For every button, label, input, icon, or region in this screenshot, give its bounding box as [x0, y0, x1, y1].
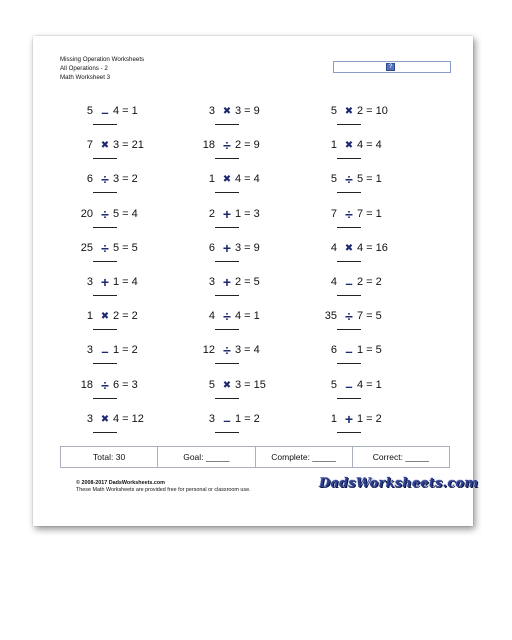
problem-rest: 4 = 1: [357, 378, 382, 391]
problem-item: [305, 207, 415, 237]
problem-first-operand: 7: [330, 207, 337, 220]
problem-item: [183, 343, 293, 373]
answer-line[interactable]: [215, 398, 239, 399]
total-cell: Total: 30: [61, 447, 158, 467]
problem-rest: 4 = 4: [235, 173, 260, 186]
minus-icon: –: [345, 378, 353, 394]
problem-rest: 5 = 1: [357, 173, 382, 186]
problem-item: [305, 241, 415, 271]
problem-item: [183, 138, 293, 168]
answer-line[interactable]: [215, 432, 239, 433]
answer-line[interactable]: [337, 227, 361, 228]
divide-icon: ÷: [101, 171, 109, 188]
problem-grid: [33, 36, 473, 436]
problem-item: [305, 343, 415, 373]
problem-rest: 5 = 5: [113, 241, 138, 254]
problem-first-operand: 4: [330, 276, 337, 288]
problem-item: [305, 172, 415, 202]
multiply-icon: ✖: [344, 140, 354, 152]
problem-item: [61, 343, 171, 373]
problem-rest: 4 = 4: [357, 139, 382, 152]
answer-line[interactable]: [93, 432, 117, 433]
problem-first-operand: 12: [202, 344, 215, 357]
plus-icon: +: [222, 274, 232, 290]
dadsworksheets-logo[interactable]: DadsWorksheets.com: [319, 476, 479, 491]
problem-rest: 3 = 9: [235, 241, 260, 254]
divide-icon: ÷: [345, 171, 353, 188]
multiply-icon: ✖: [344, 242, 354, 254]
problem-first-operand: 18: [80, 378, 93, 391]
answer-line[interactable]: [337, 261, 361, 262]
problem-first-operand: 6: [86, 173, 93, 186]
answer-line[interactable]: [93, 398, 117, 399]
problem-rest: 7 = 5: [357, 310, 382, 323]
plus-icon: +: [100, 274, 110, 290]
problem-first-operand: 3: [208, 276, 215, 288]
problem-rest: 5 = 4: [113, 207, 138, 220]
problem-item: [305, 378, 415, 408]
problem-first-operand: 2: [208, 207, 215, 220]
problem-item: [61, 172, 171, 202]
answer-line[interactable]: [215, 329, 239, 330]
answer-line[interactable]: [93, 295, 117, 296]
problem-rest: 3 = 4: [235, 344, 260, 357]
problem-rest: 4 = 1: [113, 105, 138, 117]
problem-first-operand: 25: [80, 241, 93, 254]
answer-line[interactable]: [215, 158, 239, 159]
multiply-icon: ✖: [344, 106, 354, 117]
answer-line[interactable]: [337, 363, 361, 364]
problem-rest: 2 = 10: [357, 105, 388, 117]
answer-line[interactable]: [337, 158, 361, 159]
answer-line[interactable]: [337, 295, 361, 296]
question-mark-icon[interactable]: ?: [386, 63, 395, 71]
multiply-icon: ✖: [100, 140, 110, 152]
multiply-icon: ✖: [100, 311, 110, 323]
divide-icon: ÷: [101, 239, 109, 256]
problem-first-operand: 20: [80, 207, 93, 220]
problem-first-operand: 7: [86, 139, 93, 152]
copyright-block: [76, 480, 251, 494]
answer-line[interactable]: [215, 192, 239, 193]
problem-rest: 3 = 15: [235, 378, 266, 391]
problem-item: [61, 138, 171, 168]
problem-rest: 1 = 2: [357, 412, 382, 425]
problem-rest: 3 = 9: [235, 105, 260, 117]
answer-line[interactable]: [215, 261, 239, 262]
problem-first-operand: 3: [86, 276, 93, 288]
problem-item: [61, 104, 171, 134]
problem-item: [305, 138, 415, 168]
problem-item: [61, 309, 171, 339]
problem-first-operand: 4: [330, 241, 337, 254]
multiply-icon: ✖: [222, 379, 232, 391]
answer-line[interactable]: [215, 363, 239, 364]
problem-item: [61, 378, 171, 408]
problem-rest: 1 = 4: [113, 276, 138, 288]
problem-first-operand: 5: [86, 105, 93, 117]
usage-line: These Math Worksheets are provided free for personal or classroom use.: [76, 487, 251, 493]
answer-line[interactable]: [337, 124, 361, 125]
problem-rest: 2 = 2: [113, 310, 138, 323]
problem-first-operand: 35: [324, 310, 337, 323]
divide-icon: ÷: [101, 376, 109, 393]
copyright-line: © 2008-2017 DadsWorksheets.com: [76, 480, 165, 486]
answer-line[interactable]: [93, 329, 117, 330]
header-worksheet-number: Math Worksheet 3: [60, 74, 111, 82]
divide-icon: ÷: [101, 205, 109, 222]
problem-first-operand: 5: [330, 173, 337, 186]
divide-icon: ÷: [345, 308, 353, 325]
multiply-icon: ✖: [222, 106, 232, 117]
goal-cell: Goal: _____: [158, 447, 255, 467]
problem-rest: 4 = 12: [113, 412, 144, 425]
problem-first-operand: 5: [330, 105, 337, 117]
divide-icon: ÷: [223, 308, 231, 325]
minus-icon: –: [223, 412, 231, 428]
problem-rest: 1 = 5: [357, 344, 382, 357]
answer-line[interactable]: [93, 124, 117, 125]
problem-first-operand: 18: [202, 139, 215, 152]
header-title: Missing Operation Worksheets: [60, 56, 145, 63]
problem-rest: 3 = 2: [113, 173, 138, 186]
problem-rest: 1 = 3: [235, 207, 260, 220]
problem-rest: 2 = 5: [235, 276, 260, 288]
answer-line[interactable]: [337, 432, 361, 433]
problem-first-operand: 1: [330, 139, 337, 152]
problem-first-operand: 6: [208, 241, 215, 254]
problem-first-operand: 3: [208, 412, 215, 425]
problem-first-operand: 5: [330, 378, 337, 391]
complete-cell: Complete: _____: [256, 447, 353, 467]
minus-icon: –: [345, 344, 353, 360]
answer-line[interactable]: [93, 192, 117, 193]
problem-item: [183, 309, 293, 339]
problem-item: [183, 207, 293, 237]
answer-line[interactable]: [93, 158, 117, 159]
problem-first-operand: 1: [330, 412, 337, 425]
answer-line[interactable]: [93, 227, 117, 228]
plus-icon: +: [344, 410, 354, 427]
problem-rest: 1 = 2: [113, 344, 138, 357]
plus-icon: +: [222, 239, 232, 256]
answer-line[interactable]: [215, 295, 239, 296]
problem-item: [183, 275, 293, 305]
problem-item: [305, 275, 415, 305]
score-table: [60, 446, 450, 468]
plus-icon: +: [222, 205, 232, 222]
problem-item: [183, 241, 293, 271]
problem-item: [305, 104, 415, 134]
answer-line[interactable]: [93, 261, 117, 262]
problem-rest: 2 = 2: [357, 276, 382, 288]
problem-first-operand: 3: [208, 105, 215, 117]
problem-item: [61, 207, 171, 237]
divide-icon: ÷: [345, 205, 353, 222]
divide-icon: ÷: [223, 342, 231, 359]
divide-icon: ÷: [223, 137, 231, 154]
answer-line[interactable]: [93, 363, 117, 364]
problem-rest: 3 = 21: [113, 139, 144, 152]
problem-first-operand: 6: [330, 344, 337, 357]
correct-cell: Correct: _____: [372, 452, 429, 462]
problem-item: [183, 172, 293, 202]
problem-rest: 4 = 1: [235, 310, 260, 323]
problem-rest: 1 = 2: [235, 412, 260, 425]
problem-item: [305, 309, 415, 339]
problem-item: [183, 104, 293, 134]
problem-item: [61, 275, 171, 305]
problem-item: [61, 412, 171, 442]
multiply-icon: ✖: [222, 174, 232, 186]
header-subtitle: All Operations - 2: [60, 65, 108, 73]
answer-line[interactable]: [337, 398, 361, 399]
problem-first-operand: 4: [208, 310, 215, 323]
minus-icon: –: [101, 344, 109, 360]
multiply-icon: ✖: [100, 413, 110, 425]
answer-line[interactable]: [337, 329, 361, 330]
problem-rest: 4 = 16: [357, 241, 388, 254]
problem-first-operand: 3: [86, 412, 93, 425]
problem-first-operand: 5: [208, 378, 215, 391]
minus-icon: –: [101, 105, 109, 120]
problem-item: [61, 241, 171, 271]
problem-rest: 6 = 3: [113, 378, 138, 391]
worksheet-page: [33, 36, 479, 526]
answer-line[interactable]: [215, 124, 239, 125]
answer-line[interactable]: [337, 192, 361, 193]
problem-rest: 7 = 1: [357, 207, 382, 220]
problem-item: [183, 378, 293, 408]
problem-first-operand: 1: [208, 173, 215, 186]
problem-first-operand: 3: [86, 344, 93, 357]
problem-first-operand: 1: [86, 310, 93, 323]
problem-item: [305, 412, 415, 442]
problem-rest: 2 = 9: [235, 139, 260, 152]
answer-line[interactable]: [215, 227, 239, 228]
problem-item: [183, 412, 293, 442]
minus-icon: –: [345, 276, 353, 291]
